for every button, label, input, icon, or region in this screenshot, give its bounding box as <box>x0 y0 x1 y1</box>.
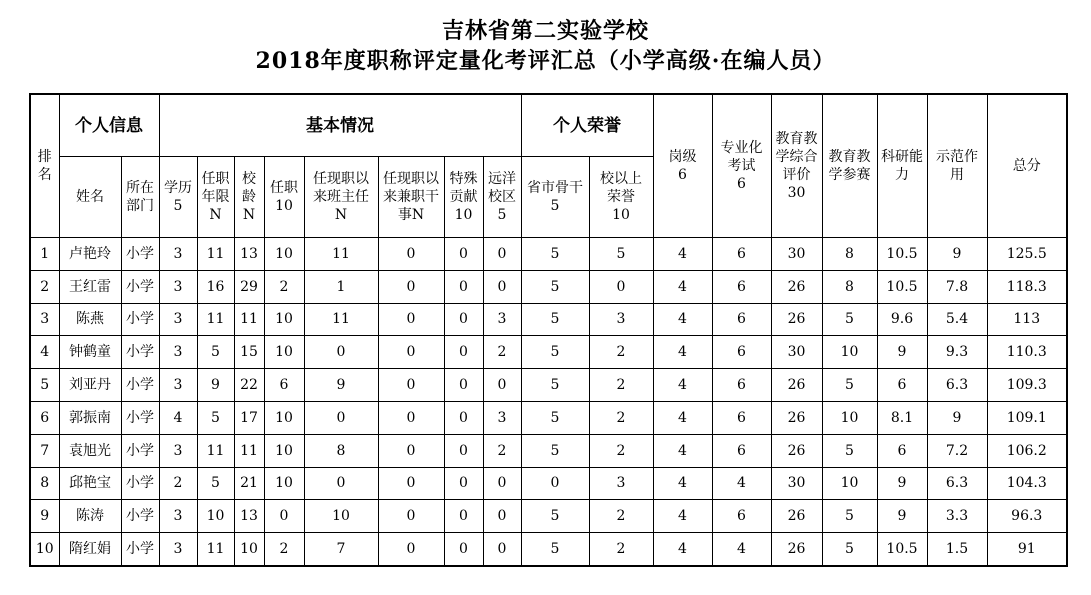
cell-remote: 0 <box>483 500 521 533</box>
cell-special: 0 <box>444 500 483 533</box>
cell-remote: 3 <box>483 303 521 336</box>
cell-province: 0 <box>521 467 589 500</box>
cell-edu: 3 <box>159 270 197 303</box>
header-name: 姓名 <box>59 157 121 238</box>
cell-name: 陈燕 <box>59 303 121 336</box>
cell-total: 91 <box>987 533 1067 566</box>
cell-eval: 30 <box>771 336 822 369</box>
cell-cadre: 0 <box>378 238 444 271</box>
cell-remote: 0 <box>483 270 521 303</box>
cell-cadre: 0 <box>378 336 444 369</box>
table-row <box>30 238 1067 271</box>
cell-province: 5 <box>521 533 589 566</box>
cell-cadre: 0 <box>378 467 444 500</box>
cell-edu: 3 <box>159 500 197 533</box>
cell-remote: 0 <box>483 467 521 500</box>
cell-pos: 2 <box>264 270 304 303</box>
cell-rank: 4 <box>30 336 59 369</box>
cell-years: 5 <box>197 336 234 369</box>
cell-contest: 5 <box>822 500 877 533</box>
table-row <box>30 369 1067 402</box>
header-edu: 学历 5 <box>159 157 197 238</box>
cell-name: 郭振南 <box>59 401 121 434</box>
cell-province: 5 <box>521 500 589 533</box>
header-age: 校 龄 N <box>234 157 264 238</box>
cell-years: 11 <box>197 533 234 566</box>
cell-name: 邱艳宝 <box>59 467 121 500</box>
cell-rank: 8 <box>30 467 59 500</box>
cell-rank: 9 <box>30 500 59 533</box>
table-row <box>30 336 1067 369</box>
cell-exam: 6 <box>712 336 771 369</box>
cell-pos: 10 <box>264 303 304 336</box>
cell-province: 5 <box>521 434 589 467</box>
header-group-basic: 基本情况 <box>159 94 521 157</box>
cell-special: 0 <box>444 434 483 467</box>
cell-years: 11 <box>197 303 234 336</box>
cell-remote: 0 <box>483 533 521 566</box>
cell-post: 4 <box>653 434 712 467</box>
cell-head-teacher: 1 <box>304 270 378 303</box>
cell-dept: 小学 <box>121 467 159 500</box>
cell-exam: 6 <box>712 401 771 434</box>
table-row <box>30 500 1067 533</box>
cell-rank: 7 <box>30 434 59 467</box>
table-row <box>30 434 1067 467</box>
cell-contest: 8 <box>822 238 877 271</box>
cell-pos: 10 <box>264 336 304 369</box>
cell-research: 9 <box>877 336 927 369</box>
header-total: 总分 <box>987 94 1067 238</box>
cell-post: 4 <box>653 270 712 303</box>
cell-head-teacher: 0 <box>304 401 378 434</box>
cell-special: 0 <box>444 467 483 500</box>
cell-province: 5 <box>521 270 589 303</box>
cell-province: 5 <box>521 369 589 402</box>
cell-age: 15 <box>234 336 264 369</box>
cell-post: 4 <box>653 467 712 500</box>
cell-special: 0 <box>444 533 483 566</box>
cell-school-honor: 0 <box>589 270 653 303</box>
cell-years: 11 <box>197 238 234 271</box>
table-row <box>30 401 1067 434</box>
table-row <box>30 303 1067 336</box>
cell-name: 王红雷 <box>59 270 121 303</box>
cell-years: 5 <box>197 467 234 500</box>
cell-rank: 10 <box>30 533 59 566</box>
cell-demo: 9 <box>927 238 987 271</box>
cell-years: 10 <box>197 500 234 533</box>
header-pos: 任职 10 <box>264 157 304 238</box>
cell-research: 9.6 <box>877 303 927 336</box>
cell-total: 109.1 <box>987 401 1067 434</box>
header-school-honor: 校以上 荣誉 10 <box>589 157 653 238</box>
cell-demo: 6.3 <box>927 467 987 500</box>
cell-school-honor: 2 <box>589 434 653 467</box>
document-subtitle: 2018年度职称评定量化考评汇总（小学高级·在编人员） <box>255 48 836 74</box>
cell-demo: 6.3 <box>927 369 987 402</box>
cell-edu: 3 <box>159 434 197 467</box>
cell-dept: 小学 <box>121 303 159 336</box>
cell-age: 11 <box>234 303 264 336</box>
table-row <box>30 270 1067 303</box>
cell-age: 11 <box>234 434 264 467</box>
cell-age: 17 <box>234 401 264 434</box>
cell-pos: 10 <box>264 401 304 434</box>
cell-years: 16 <box>197 270 234 303</box>
cell-special: 0 <box>444 369 483 402</box>
cell-dept: 小学 <box>121 336 159 369</box>
cell-age: 10 <box>234 533 264 566</box>
cell-eval: 26 <box>771 303 822 336</box>
cell-total: 118.3 <box>987 270 1067 303</box>
cell-name: 钟鹤童 <box>59 336 121 369</box>
header-province: 省市骨干 5 <box>521 157 589 238</box>
cell-research: 10.5 <box>877 270 927 303</box>
cell-name: 隋红娟 <box>59 533 121 566</box>
cell-post: 4 <box>653 369 712 402</box>
table-row <box>30 533 1067 566</box>
cell-exam: 4 <box>712 533 771 566</box>
cell-school-honor: 2 <box>589 500 653 533</box>
cell-contest: 10 <box>822 336 877 369</box>
cell-research: 10.5 <box>877 533 927 566</box>
header-eval: 教育教 学综合 评价 30 <box>771 94 822 238</box>
cell-school-honor: 2 <box>589 533 653 566</box>
cell-remote: 3 <box>483 401 521 434</box>
cell-contest: 5 <box>822 303 877 336</box>
cell-demo: 9 <box>927 401 987 434</box>
cell-exam: 6 <box>712 270 771 303</box>
table-row <box>30 467 1067 500</box>
cell-name: 陈涛 <box>59 500 121 533</box>
cell-years: 5 <box>197 401 234 434</box>
cell-post: 4 <box>653 303 712 336</box>
cell-cadre: 0 <box>378 369 444 402</box>
cell-total: 113 <box>987 303 1067 336</box>
cell-province: 5 <box>521 336 589 369</box>
cell-post: 4 <box>653 401 712 434</box>
cell-pos: 10 <box>264 238 304 271</box>
cell-research: 8.1 <box>877 401 927 434</box>
cell-province: 5 <box>521 238 589 271</box>
cell-contest: 10 <box>822 467 877 500</box>
cell-head-teacher: 10 <box>304 500 378 533</box>
cell-demo: 9.3 <box>927 336 987 369</box>
cell-eval: 26 <box>771 270 822 303</box>
header-years: 任职 年限 N <box>197 157 234 238</box>
cell-edu: 3 <box>159 533 197 566</box>
cell-years: 11 <box>197 434 234 467</box>
cell-demo: 7.8 <box>927 270 987 303</box>
cell-school-honor: 2 <box>589 369 653 402</box>
cell-name: 刘亚丹 <box>59 369 121 402</box>
cell-post: 4 <box>653 500 712 533</box>
cell-edu: 3 <box>159 369 197 402</box>
cell-post: 4 <box>653 336 712 369</box>
cell-age: 13 <box>234 238 264 271</box>
header-row-1 <box>30 94 1067 157</box>
cell-total: 96.3 <box>987 500 1067 533</box>
cell-pos: 10 <box>264 434 304 467</box>
cell-edu: 3 <box>159 238 197 271</box>
cell-province: 5 <box>521 401 589 434</box>
cell-research: 6 <box>877 369 927 402</box>
cell-remote: 2 <box>483 336 521 369</box>
score-table <box>29 93 1068 567</box>
cell-cadre: 0 <box>378 270 444 303</box>
cell-pos: 0 <box>264 500 304 533</box>
cell-head-teacher: 0 <box>304 467 378 500</box>
cell-contest: 10 <box>822 401 877 434</box>
cell-research: 9 <box>877 467 927 500</box>
cell-head-teacher: 9 <box>304 369 378 402</box>
cell-research: 9 <box>877 500 927 533</box>
cell-eval: 26 <box>771 533 822 566</box>
cell-dept: 小学 <box>121 369 159 402</box>
cell-name: 卢艳玲 <box>59 238 121 271</box>
cell-years: 9 <box>197 369 234 402</box>
cell-cadre: 0 <box>378 434 444 467</box>
cell-edu: 3 <box>159 303 197 336</box>
cell-pos: 6 <box>264 369 304 402</box>
cell-eval: 26 <box>771 434 822 467</box>
cell-eval: 26 <box>771 369 822 402</box>
cell-exam: 6 <box>712 369 771 402</box>
cell-eval: 30 <box>771 238 822 271</box>
cell-special: 0 <box>444 336 483 369</box>
document-title: 吉林省第二实验学校 <box>441 18 649 44</box>
cell-exam: 6 <box>712 434 771 467</box>
cell-contest: 5 <box>822 434 877 467</box>
cell-head-teacher: 11 <box>304 303 378 336</box>
cell-research: 10.5 <box>877 238 927 271</box>
header-group-honor: 个人荣誉 <box>521 94 653 157</box>
cell-contest: 5 <box>822 533 877 566</box>
cell-head-teacher: 0 <box>304 336 378 369</box>
cell-research: 6 <box>877 434 927 467</box>
cell-cadre: 0 <box>378 500 444 533</box>
cell-remote: 2 <box>483 434 521 467</box>
cell-total: 106.2 <box>987 434 1067 467</box>
cell-exam: 4 <box>712 467 771 500</box>
header-post: 岗级 6 <box>653 94 712 238</box>
cell-total: 104.3 <box>987 467 1067 500</box>
cell-school-honor: 5 <box>589 238 653 271</box>
header-head-teacher: 任现职以 来班主任 N <box>304 157 378 238</box>
header-dept: 所在 部门 <box>121 157 159 238</box>
cell-demo: 3.3 <box>927 500 987 533</box>
cell-rank: 3 <box>30 303 59 336</box>
cell-head-teacher: 11 <box>304 238 378 271</box>
cell-remote: 0 <box>483 369 521 402</box>
cell-edu: 3 <box>159 336 197 369</box>
cell-total: 109.3 <box>987 369 1067 402</box>
cell-special: 0 <box>444 303 483 336</box>
cell-rank: 2 <box>30 270 59 303</box>
header-demo: 示范作 用 <box>927 94 987 238</box>
cell-special: 0 <box>444 238 483 271</box>
cell-school-honor: 3 <box>589 467 653 500</box>
cell-age: 29 <box>234 270 264 303</box>
cell-demo: 5.4 <box>927 303 987 336</box>
header-exam: 专业化 考试 6 <box>712 94 771 238</box>
cell-province: 5 <box>521 303 589 336</box>
header-research: 科研能 力 <box>877 94 927 238</box>
cell-exam: 6 <box>712 500 771 533</box>
cell-dept: 小学 <box>121 434 159 467</box>
cell-post: 4 <box>653 533 712 566</box>
cell-special: 0 <box>444 401 483 434</box>
header-special: 特殊 贡献 10 <box>444 157 483 238</box>
cell-dept: 小学 <box>121 401 159 434</box>
cell-pos: 10 <box>264 467 304 500</box>
cell-eval: 26 <box>771 401 822 434</box>
header-rank: 排 名 <box>30 94 59 238</box>
cell-post: 4 <box>653 238 712 271</box>
cell-school-honor: 3 <box>589 303 653 336</box>
cell-dept: 小学 <box>121 270 159 303</box>
header-contest: 教育教 学参赛 <box>822 94 877 238</box>
cell-demo: 1.5 <box>927 533 987 566</box>
cell-name: 袁旭光 <box>59 434 121 467</box>
cell-age: 21 <box>234 467 264 500</box>
cell-eval: 26 <box>771 500 822 533</box>
cell-dept: 小学 <box>121 238 159 271</box>
cell-pos: 2 <box>264 533 304 566</box>
cell-exam: 6 <box>712 238 771 271</box>
cell-cadre: 0 <box>378 401 444 434</box>
cell-rank: 1 <box>30 238 59 271</box>
header-group-personal: 个人信息 <box>59 94 159 157</box>
cell-school-honor: 2 <box>589 401 653 434</box>
cell-cadre: 0 <box>378 303 444 336</box>
header-remote: 远洋 校区 5 <box>483 157 521 238</box>
cell-demo: 7.2 <box>927 434 987 467</box>
cell-remote: 0 <box>483 238 521 271</box>
cell-dept: 小学 <box>121 533 159 566</box>
cell-edu: 2 <box>159 467 197 500</box>
cell-dept: 小学 <box>121 500 159 533</box>
cell-edu: 4 <box>159 401 197 434</box>
cell-school-honor: 2 <box>589 336 653 369</box>
cell-cadre: 0 <box>378 533 444 566</box>
cell-head-teacher: 8 <box>304 434 378 467</box>
cell-exam: 6 <box>712 303 771 336</box>
cell-total: 110.3 <box>987 336 1067 369</box>
cell-rank: 5 <box>30 369 59 402</box>
cell-age: 13 <box>234 500 264 533</box>
cell-special: 0 <box>444 270 483 303</box>
cell-eval: 30 <box>771 467 822 500</box>
cell-head-teacher: 7 <box>304 533 378 566</box>
cell-rank: 6 <box>30 401 59 434</box>
cell-total: 125.5 <box>987 238 1067 271</box>
cell-contest: 5 <box>822 369 877 402</box>
header-cadre: 任现职以 来兼职干 事N <box>378 157 444 238</box>
cell-contest: 8 <box>822 270 877 303</box>
cell-age: 22 <box>234 369 264 402</box>
